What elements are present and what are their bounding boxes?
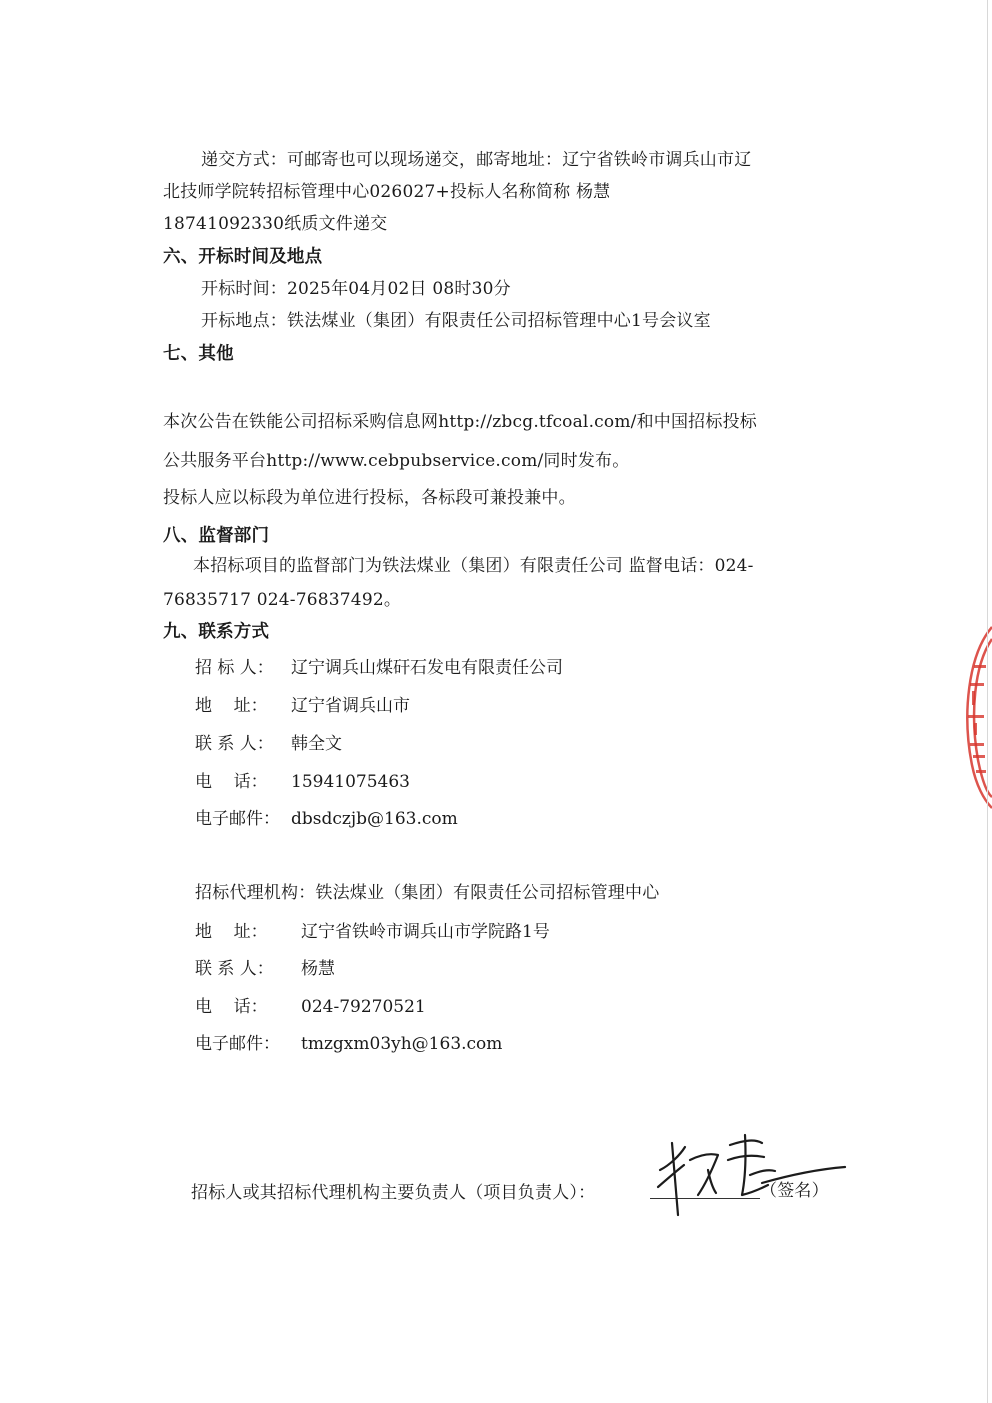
opening-time: 开标时间：2025年04月02日 08时30分	[201, 279, 511, 299]
tenderer-contact: 韩全文	[291, 734, 342, 754]
tenderer-email-label: 电子邮件：	[195, 809, 280, 829]
page-edge-line	[987, 0, 988, 1403]
signature-suffix: （签名）	[760, 1181, 829, 1201]
tenderer-email[interactable]: dbsdczjb@163.com	[291, 809, 458, 829]
tenderer-phone-label: 电 话：	[195, 772, 268, 792]
tenderer-name-label: 招 标 人：	[195, 658, 274, 678]
agency-address-row	[195, 921, 550, 943]
tenderer-phone-row	[195, 771, 410, 793]
submission-line-1: 递交方式：可邮寄也可以现场递交，邮寄地址：辽宁省铁岭市调兵山市辽	[201, 150, 752, 170]
agency-address: 辽宁省铁岭市调兵山市学院路1号	[301, 922, 550, 942]
agency-email-label: 电子邮件：	[195, 1034, 280, 1054]
tenderer-name-row	[195, 657, 563, 679]
section-6-heading: 六、开标时间及地点	[163, 247, 323, 267]
submission-line-2: 北技师学院转招标管理中心026027+投标人名称简称 杨慧	[163, 182, 611, 202]
handwritten-signature	[650, 1125, 850, 1225]
section-7-heading: 七、其他	[163, 344, 234, 364]
tenderer-contact-row	[195, 733, 342, 755]
submission-line-3: 18741092330纸质文件递交	[163, 214, 388, 234]
tenderer-address-row	[195, 695, 410, 717]
tenderer-name: 辽宁调兵山煤矸石发电有限责任公司	[291, 658, 563, 678]
other-line-3: 投标人应以标段为单位进行投标，各标段可兼投兼中。	[163, 488, 576, 508]
tenderer-phone: 15941075463	[291, 772, 410, 792]
other-line-2: 公共服务平台http://www.cebpubservice.com/同时发布。	[163, 451, 630, 471]
tenderer-address: 辽宁省调兵山市	[291, 696, 410, 716]
signature-label: 招标人或其招标代理机构主要负责人（项目负责人）：	[191, 1183, 596, 1203]
agency-phone-row	[195, 996, 426, 1018]
agency-email[interactable]: tmzgxm03yh@163.com	[301, 1034, 503, 1054]
section-9-heading: 九、联系方式	[163, 622, 270, 642]
agency-name-line: 招标代理机构：铁法煤业（集团）有限责任公司招标管理中心	[195, 883, 660, 903]
section-8-heading: 八、监督部门	[163, 526, 270, 546]
tenderer-address-label: 地 址：	[195, 696, 268, 716]
agency-address-label: 地 址：	[195, 922, 268, 942]
tenderer-contact-label: 联 系 人：	[195, 734, 274, 754]
opening-place: 开标地点：铁法煤业（集团）有限责任公司招标管理中心1号会议室	[201, 311, 711, 331]
other-line-1: 本次公告在铁能公司招标采购信息网http://zbcg.tfcoal.com/和中国招标投标	[163, 412, 757, 432]
tenderer-email-row	[195, 808, 458, 830]
agency-phone-label: 电 话：	[195, 997, 268, 1017]
supervision-line-1: 本招标项目的监督部门为铁法煤业（集团）有限责任公司 监督电话：024-	[193, 556, 754, 576]
agency-contact-label: 联 系 人：	[195, 959, 274, 979]
supervision-line-2: 76835717 024-76837492。	[163, 590, 402, 610]
agency-contact: 杨慧	[301, 959, 335, 979]
agency-phone: 024-79270521	[301, 997, 426, 1017]
agency-email-row	[195, 1033, 502, 1055]
agency-contact-row	[195, 958, 335, 980]
